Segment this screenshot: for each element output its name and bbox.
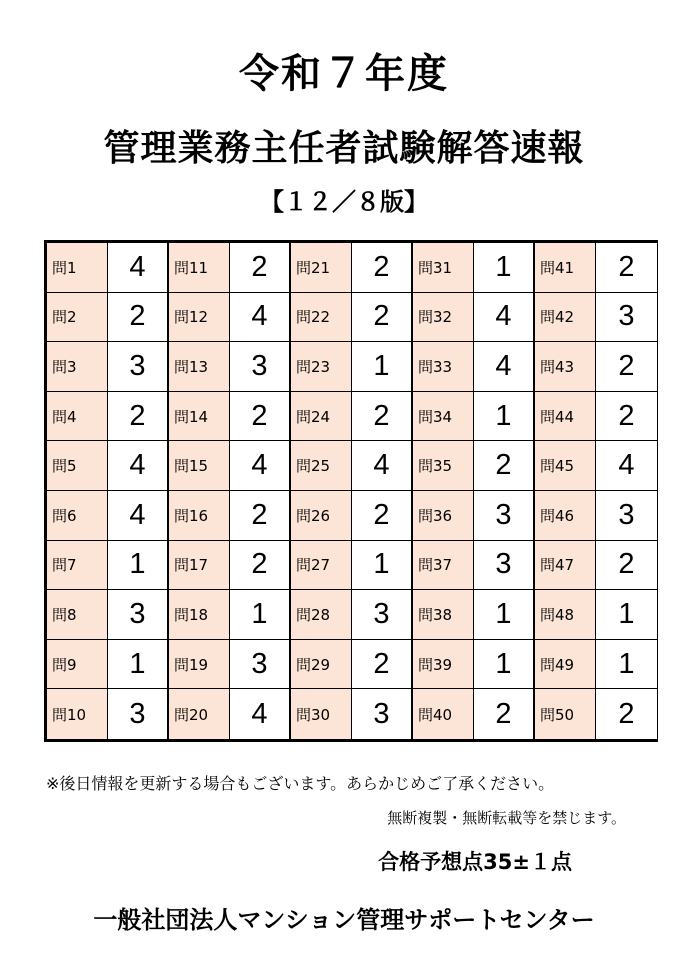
answer-value: 3: [596, 491, 657, 541]
answer-value: 2: [596, 392, 657, 442]
answer-value: 4: [474, 293, 535, 343]
page-title: 管理業務主任者試験解答速報: [103, 128, 585, 169]
answer-value: 3: [108, 689, 169, 739]
answer-value: 2: [352, 293, 413, 343]
question-label: 問18: [169, 590, 230, 640]
question-label: 問2: [47, 293, 108, 343]
update-note: ※後日情報を更新する場合もございます。あらかじめご了承ください。: [46, 774, 555, 793]
question-label: 問46: [535, 491, 596, 541]
question-label: 問21: [291, 243, 352, 293]
answer-value: 1: [352, 342, 413, 392]
answer-value: 2: [474, 441, 535, 491]
question-label: 問23: [291, 342, 352, 392]
answer-value: 2: [596, 541, 657, 591]
answer-value: 4: [230, 689, 291, 739]
question-label: 問13: [169, 342, 230, 392]
answer-value: 1: [474, 243, 535, 293]
answer-value: 4: [108, 243, 169, 293]
answer-value: 2: [596, 689, 657, 739]
question-label: 問41: [535, 243, 596, 293]
answer-value: 2: [108, 293, 169, 343]
question-label: 問28: [291, 590, 352, 640]
answer-value: 1: [474, 640, 535, 690]
question-label: 問22: [291, 293, 352, 343]
answer-value: 2: [352, 640, 413, 690]
question-label: 問34: [413, 392, 474, 442]
question-label: 問48: [535, 590, 596, 640]
answer-value: 3: [596, 293, 657, 343]
question-label: 問24: [291, 392, 352, 442]
question-label: 問7: [47, 541, 108, 591]
answer-value: 1: [230, 590, 291, 640]
answer-value: 1: [474, 392, 535, 442]
answer-value: 2: [230, 541, 291, 591]
question-label: 問33: [413, 342, 474, 392]
answer-value: 4: [474, 342, 535, 392]
answer-value: 2: [352, 392, 413, 442]
answer-value: 3: [352, 689, 413, 739]
answer-value: 2: [596, 243, 657, 293]
answer-value: 3: [230, 640, 291, 690]
question-label: 問39: [413, 640, 474, 690]
question-label: 問6: [47, 491, 108, 541]
question-label: 問15: [169, 441, 230, 491]
answer-value: 4: [108, 441, 169, 491]
pass-mark: 合格予想点35±１点: [378, 850, 572, 874]
question-label: 問45: [535, 441, 596, 491]
question-label: 問16: [169, 491, 230, 541]
edition-label: 【１２／８版】: [260, 188, 428, 216]
answer-value: 2: [352, 243, 413, 293]
question-label: 問38: [413, 590, 474, 640]
question-label: 問50: [535, 689, 596, 739]
answer-value: 3: [108, 590, 169, 640]
answer-value: 3: [474, 541, 535, 591]
question-label: 問3: [47, 342, 108, 392]
answer-value: 1: [108, 541, 169, 591]
question-label: 問27: [291, 541, 352, 591]
answer-value: 1: [596, 590, 657, 640]
answer-value: 1: [352, 541, 413, 591]
answer-value: 3: [474, 491, 535, 541]
answer-value: 4: [108, 491, 169, 541]
question-label: 問40: [413, 689, 474, 739]
copyright-note: 無断複製・無断転載等を禁じます。: [387, 809, 626, 827]
answer-value: 2: [474, 689, 535, 739]
answer-value: 1: [108, 640, 169, 690]
question-label: 問8: [47, 590, 108, 640]
question-label: 問17: [169, 541, 230, 591]
question-label: 問35: [413, 441, 474, 491]
question-label: 問20: [169, 689, 230, 739]
question-label: 問32: [413, 293, 474, 343]
question-label: 問4: [47, 392, 108, 442]
answer-value: 2: [352, 491, 413, 541]
answer-value: 4: [596, 441, 657, 491]
answer-value: 1: [596, 640, 657, 690]
question-label: 問19: [169, 640, 230, 690]
question-label: 問36: [413, 491, 474, 541]
era-heading: 令和７年度: [239, 51, 449, 97]
answer-value: 2: [596, 342, 657, 392]
question-label: 問14: [169, 392, 230, 442]
question-label: 問47: [535, 541, 596, 591]
question-label: 問26: [291, 491, 352, 541]
answer-value: 4: [352, 441, 413, 491]
answer-value: 2: [230, 243, 291, 293]
question-label: 問11: [169, 243, 230, 293]
question-label: 問9: [47, 640, 108, 690]
question-label: 問49: [535, 640, 596, 690]
question-label: 問29: [291, 640, 352, 690]
question-label: 問25: [291, 441, 352, 491]
answer-value: 3: [352, 590, 413, 640]
question-label: 問42: [535, 293, 596, 343]
answer-value: 3: [108, 342, 169, 392]
question-label: 問10: [47, 689, 108, 739]
answer-table: [44, 240, 658, 742]
answer-value: 2: [230, 392, 291, 442]
answer-value: 3: [230, 342, 291, 392]
answer-value: 4: [230, 293, 291, 343]
question-label: 問31: [413, 243, 474, 293]
question-label: 問44: [535, 392, 596, 442]
organization-name: 一般社団法人マンション管理サポートセンター: [93, 906, 595, 934]
question-label: 問1: [47, 243, 108, 293]
answer-value: 1: [474, 590, 535, 640]
answer-value: 2: [230, 491, 291, 541]
question-label: 問5: [47, 441, 108, 491]
answer-value: 4: [230, 441, 291, 491]
answer-value: 2: [108, 392, 169, 442]
question-label: 問43: [535, 342, 596, 392]
question-label: 問12: [169, 293, 230, 343]
question-label: 問30: [291, 689, 352, 739]
question-label: 問37: [413, 541, 474, 591]
